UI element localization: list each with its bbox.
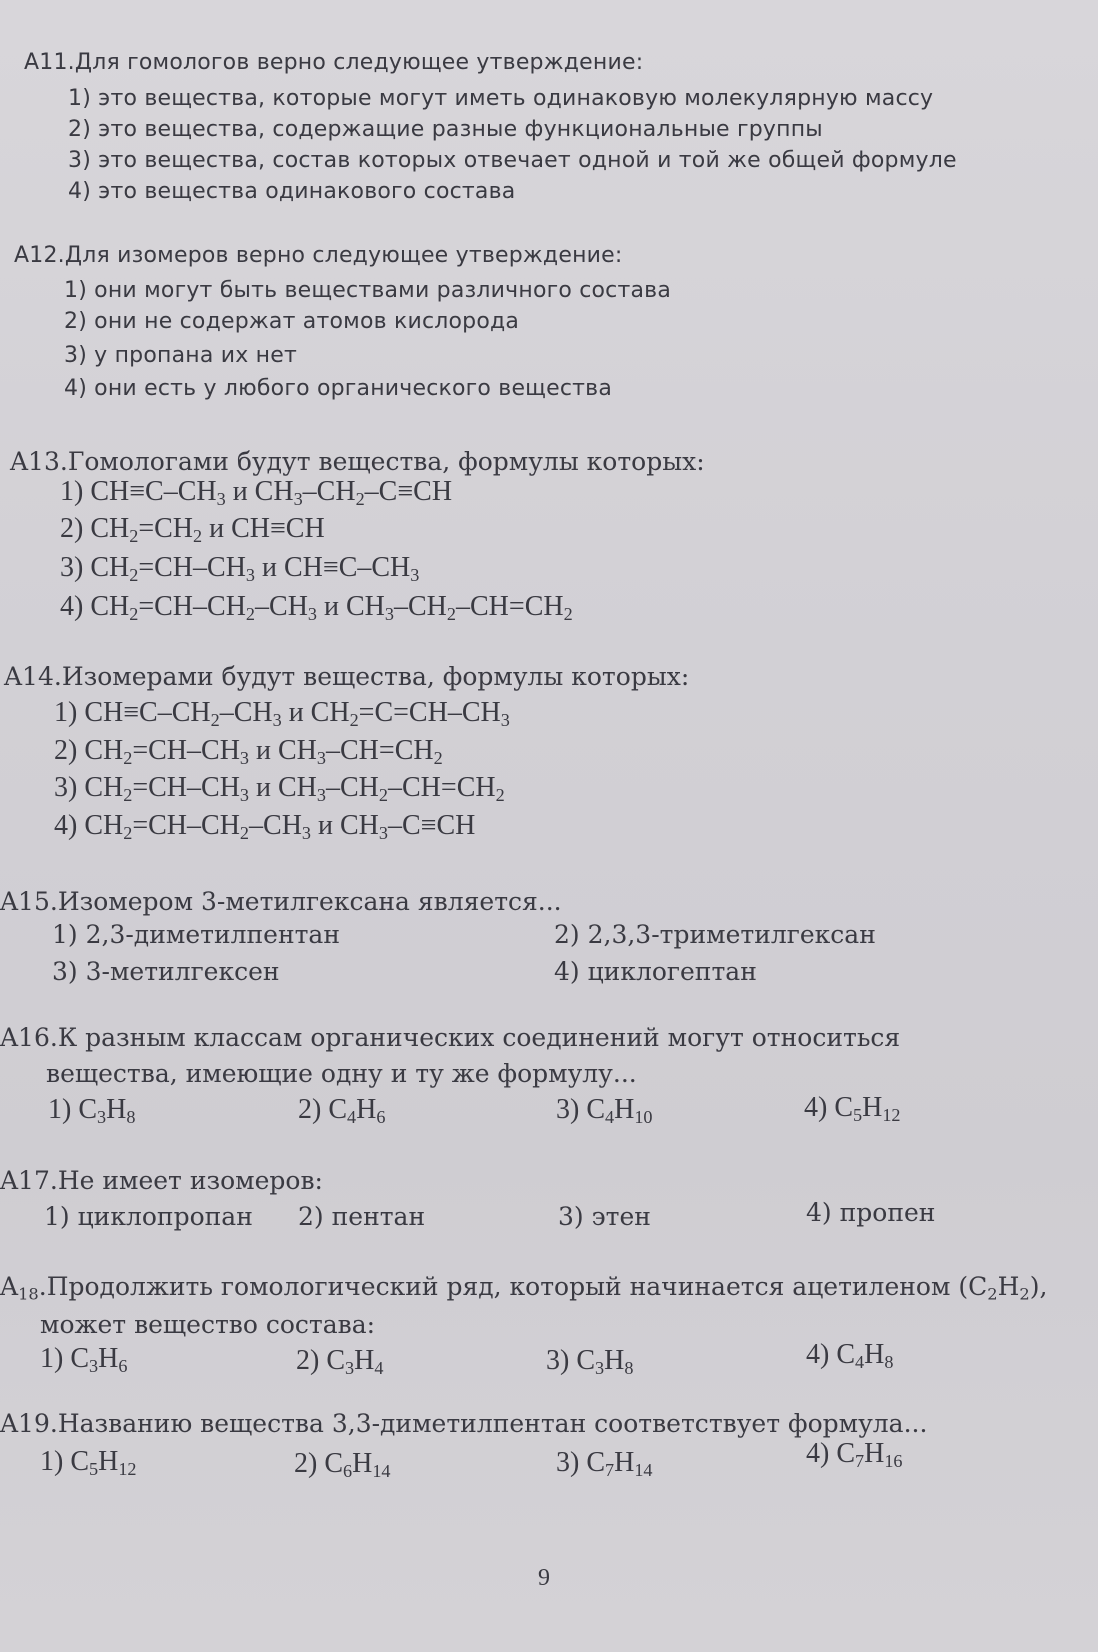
option-2: 2) 2,3,3-триметилгексан [554,920,876,949]
question-stem: A11.Для гомологов верно следующее утверждение: [24,50,644,75]
option-2: 2) $C_4H_6$ [298,1094,386,1128]
question-stem: A15.Изомером 3-метилгексана является... [0,887,562,916]
option-1: 1) $C_3H_6$ [40,1343,128,1377]
option-1: 1) они могут быть веществами различного состава [64,278,672,303]
option-4: 4) они есть у любого органического вещества [64,376,612,401]
option-3: 3) $C_3H_8$ [546,1345,634,1379]
option-4: 4) пропен [806,1198,936,1227]
option-1: 1) $CH\equiv C-CH_2-CH_3$ и $CH_2=C=CH-CH_3$ [54,697,510,731]
option-3: 3) $C_4H_{10}$ [556,1094,653,1128]
option-3: 3) $C_7H_{14}$ [556,1447,653,1481]
option-4: 4) $C_4H_8$ [806,1339,894,1373]
option-1: 1) $C_5H_{12}$ [40,1446,137,1480]
option-2: 2) $CH_2=CH_2$ и CH≡CH [60,513,325,547]
page-number: 9 [538,1565,550,1591]
question-stem: $A_{18}.Продолжить$ гомологический ряд, который начинается ацетиленом $(C_2H_2)$, [0,1272,1048,1304]
option-2: 2) пентан [298,1202,426,1231]
option-4: 4) это вещества одинакового состава [68,179,516,204]
option-2: 2) они не содержат атомов кислорода [64,309,520,334]
option-4: 4) циклогептан [554,957,757,986]
question-stem: A16.К разным классам органических соединений могут относиться [0,1023,901,1052]
question-stem: A17.Не имеет изомеров: [0,1166,323,1195]
option-1: 1) циклопропан [44,1202,253,1231]
question-stem: A14.Изомерами будут вещества, формулы которых: [4,662,690,691]
question-stem-line-2: вещества, имеющие одну и ту же формулу... [46,1059,637,1088]
option-4: 4) $C_5H_{12}$ [804,1092,901,1126]
option-1: 1) это вещества, которые могут иметь одинаковую молекулярную массу [68,86,934,111]
option-1: 1) $CH\equiv C-CH_3$ и $CH_3-CH_2-C\equiv CH$ [60,476,453,510]
option-1: 1) $C_3H_8$ [48,1094,136,1128]
option-3: 3) $CH_2=CH-CH_3$ и $CH\equiv C-CH_3$ [60,552,420,586]
option-3: 3) это вещества, состав которых отвечает одной и той же общей формуле [68,148,957,173]
question-stem: A12.Для изомеров верно следующее утверждение: [14,243,623,268]
option-4: 4) $CH_2=CH-CH_2-CH_3$ и $CH_3-CH_2-CH=CH_2$ [60,591,573,625]
option-2: 2) это вещества, содержащие разные функциональные группы [68,117,823,142]
question-stem: A13.Гомологами будут вещества, формулы которых: [10,447,705,476]
question-stem: A19.Названию вещества 3,3-диметилпентан соответствует формула... [0,1409,928,1438]
option-3: 3) у пропана их нет [64,343,297,368]
option-4: 4) $CH_2=CH-CH_2-CH_3$ и $CH_3-C\equiv CH$ [54,810,476,844]
option-3: 3) этен [558,1202,651,1231]
option-1: 1) 2,3-диметилпентан [52,920,341,949]
option-4: 4) $C_7H_{16}$ [806,1438,903,1472]
option-3: 3) $CH_2=CH-CH_3$ и $CH_3-CH_2-CH=CH_2$ [54,772,505,806]
option-2: 2) $CH_2=CH-CH_3$ и $CH_3-CH=CH_2$ [54,735,443,769]
question-stem-line-2: может вещество состава: [40,1310,376,1339]
option-3: 3) 3-метилгексен [52,957,280,986]
option-2: 2) $C_6H_{14}$ [294,1448,391,1482]
option-2: 2) $C_3H_4$ [296,1345,384,1379]
